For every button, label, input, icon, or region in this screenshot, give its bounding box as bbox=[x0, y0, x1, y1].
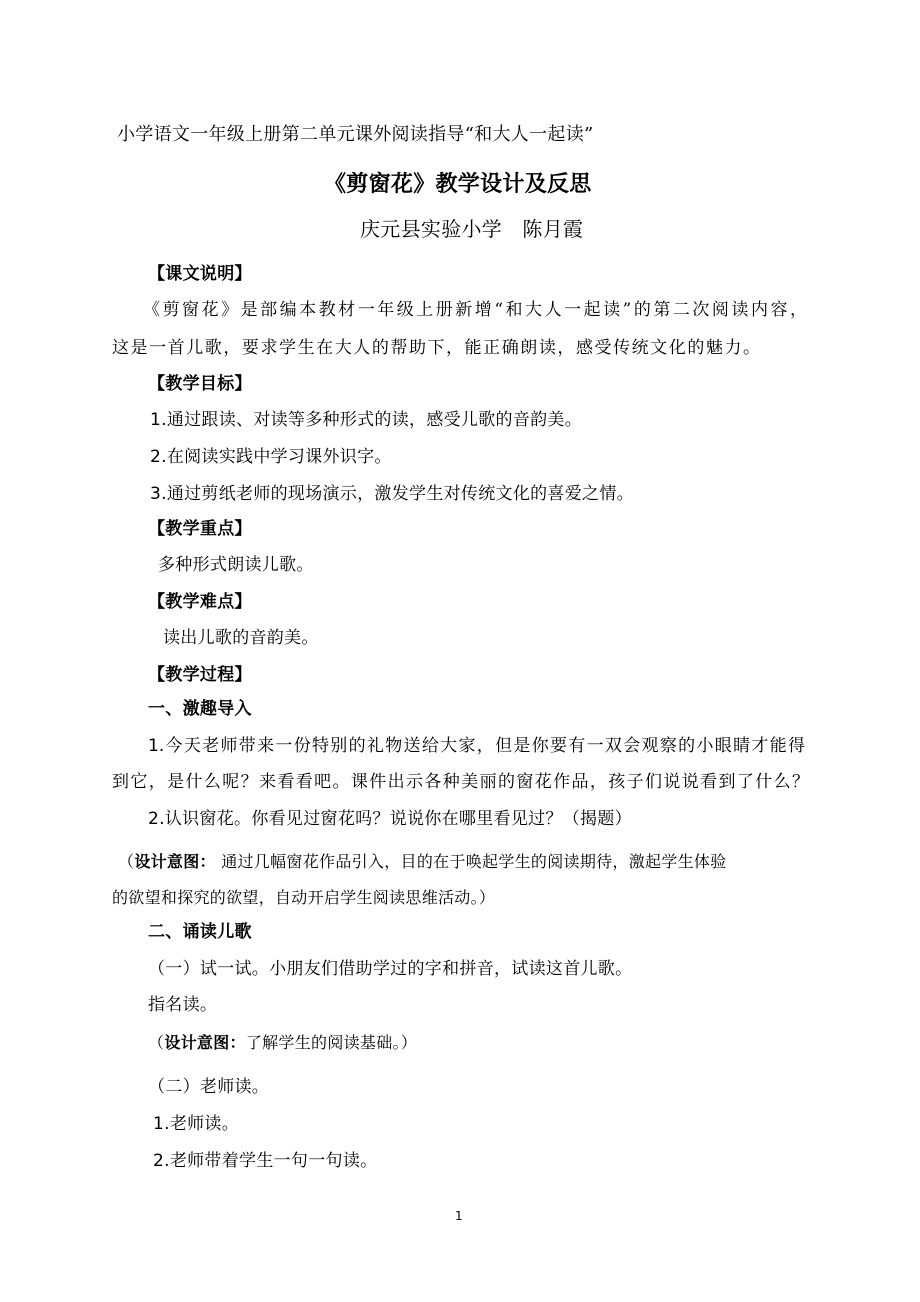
process-item-text: 老师带着学生一句一句读。 bbox=[169, 1151, 378, 1171]
document-title: 《剪窗花》教学设计及反思 bbox=[324, 172, 592, 197]
design-intent-label: 设计意图： bbox=[164, 1033, 246, 1052]
goal-item-2 bbox=[150, 446, 392, 468]
document-header-line: 小学语文一年级上册第二单元课外阅读指导“和大人一起读” bbox=[117, 124, 594, 145]
design-intent-text: 了解学生的阅读基础。） bbox=[245, 1033, 418, 1052]
goal-item-number: 2. bbox=[150, 447, 167, 467]
process-item-text: 认识窗花。你看见过窗花吗？说说你在哪里看见过？（揭题） bbox=[164, 809, 632, 829]
goal-item-text: 在阅读实践中学习课外识字。 bbox=[166, 447, 392, 467]
page-number: 1 bbox=[455, 1209, 463, 1223]
design-intent-1-line-1 bbox=[118, 851, 727, 873]
section-heading-difficulty: 【教学难点】 bbox=[148, 592, 252, 612]
goal-item-number: 3. bbox=[150, 484, 167, 504]
process-item-text: 今天老师带来一份特别的礼物送给大家，但是你要有一双会观察的小眼睛才能得 bbox=[164, 736, 805, 756]
goal-item-3 bbox=[150, 483, 634, 505]
text-explanation-paragraph-line-1: 《剪窗花》是部编本教材一年级上册新增“和大人一起读”的第二次阅读内容， bbox=[143, 300, 807, 320]
design-intent-label: 设计意图： bbox=[134, 852, 216, 871]
difficulty-text: 读出儿歌的音韵美。 bbox=[163, 628, 319, 648]
process-item-text: 老师读。 bbox=[169, 1114, 240, 1134]
design-intent-open-paren: （ bbox=[148, 1033, 165, 1052]
key-point-text: 多种形式朗读儿歌。 bbox=[158, 555, 314, 575]
section-heading-key-point: 【教学重点】 bbox=[148, 519, 252, 539]
goal-item-text: 通过剪纸老师的现场演示，激发学生对传统文化的喜爱之情。 bbox=[166, 484, 634, 504]
document-author-line: 庆元县实验小学 陈月霞 bbox=[360, 217, 584, 241]
text-explanation-paragraph-line-2: 这是一首儿歌，要求学生在大人的帮助下，能正确朗读，感受传统文化的魅力。 bbox=[112, 338, 760, 358]
section-heading-text-explanation: 【课文说明】 bbox=[148, 264, 252, 284]
goal-item-number: 1. bbox=[150, 410, 167, 430]
process-part-2-step-1: （一）试一试。小朋友们借助学过的字和拼音，试读这首儿歌。 bbox=[148, 959, 633, 979]
process-part-2-step-1-note: 指名读。 bbox=[148, 995, 218, 1015]
process-part-2-step-2: （二）老师读。 bbox=[148, 1077, 270, 1097]
section-heading-teaching-process: 【教学过程】 bbox=[148, 665, 252, 685]
section-heading-teaching-goals: 【教学目标】 bbox=[148, 374, 252, 394]
design-intent-text: 通过几幅窗花作品引入，目的在于唤起学生的阅读期待，激起学生体验 bbox=[215, 852, 727, 871]
process-part-1-item-1-line-2: 到它，是什么呢？来看看吧。课件出示各种美丽的窗花作品，孩子们说说看到了什么？ bbox=[112, 772, 809, 792]
process-part-2-step-2-item-1 bbox=[153, 1113, 239, 1135]
process-part-1-heading: 一、激趣导入 bbox=[148, 699, 252, 719]
process-part-1-item-2 bbox=[148, 808, 632, 830]
process-part-2-step-2-item-2 bbox=[153, 1150, 377, 1172]
goal-item-1 bbox=[150, 409, 582, 431]
design-intent-open-paren: （ bbox=[118, 852, 135, 871]
goal-item-text: 通过跟读、对读等多种形式的读，感受儿歌的音韵美。 bbox=[166, 410, 583, 430]
process-item-number: 2. bbox=[148, 809, 165, 829]
design-intent-1-line-2: 的欲望和探究的欲望，自动开启学生阅读思维活动。） bbox=[112, 888, 496, 907]
process-part-1-item-1-line-1 bbox=[148, 735, 805, 757]
process-item-number: 1. bbox=[148, 736, 165, 756]
process-item-number: 1. bbox=[153, 1114, 170, 1134]
process-part-2-heading: 二、诵读儿歌 bbox=[148, 922, 252, 942]
process-item-number: 2. bbox=[153, 1151, 170, 1171]
design-intent-2 bbox=[148, 1032, 417, 1054]
